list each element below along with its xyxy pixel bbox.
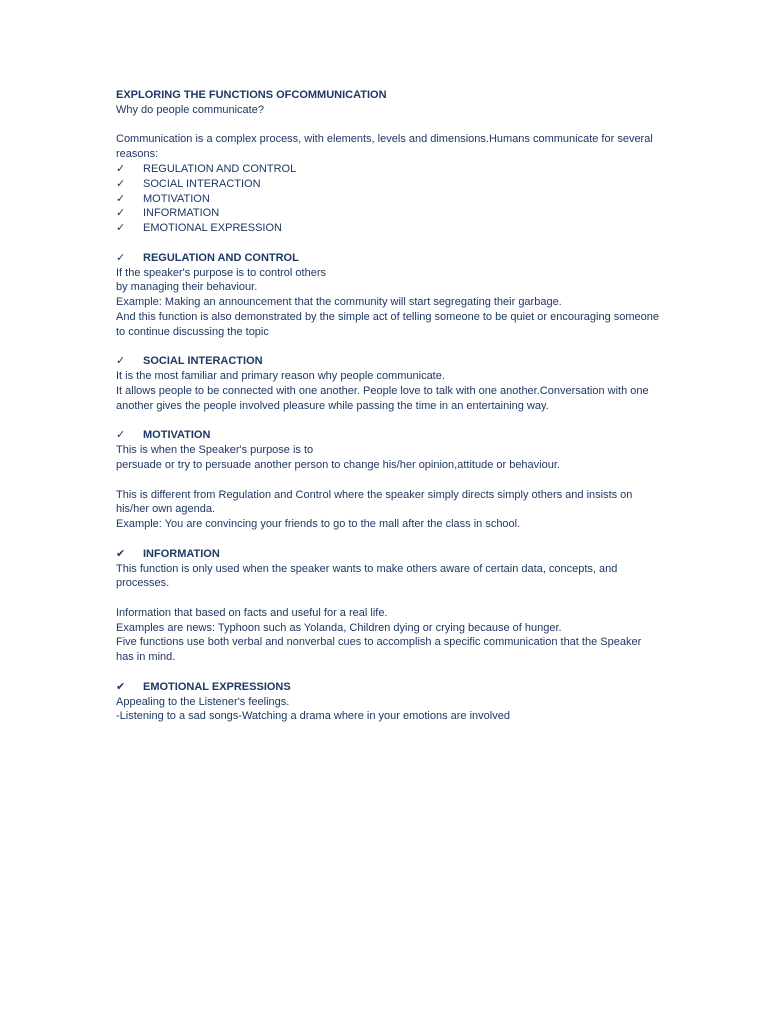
section-heading-motivation xyxy=(116,428,661,443)
list-item xyxy=(116,206,661,221)
list-item-label: SOCIAL INTERACTION xyxy=(143,177,261,190)
checkmark-icon: ✔ xyxy=(116,546,126,560)
paragraph-line: Information that based on facts and useful for a real life. xyxy=(116,606,388,619)
spacer xyxy=(116,236,661,251)
list-item xyxy=(116,221,661,236)
paragraph-line: And this function is also demonstrated by the simple act of telling someone to be quiet or encouraging someone to continue discussing the topic xyxy=(116,310,659,338)
section-heading-label: INFORMATION xyxy=(143,547,220,560)
section-heading-emotional xyxy=(116,680,661,695)
section-heading-social xyxy=(116,354,661,369)
paragraph-line: Example: You are convincing your friends to go to the mall after the class in school. xyxy=(116,518,521,531)
function-list xyxy=(116,162,661,236)
checkmark-icon: ✓ xyxy=(116,206,126,220)
section-heading-regulation xyxy=(116,251,661,266)
paragraph-line: by managing their behaviour. xyxy=(116,281,258,294)
paragraph-line: This is when the Speaker's purpose is to xyxy=(116,444,314,457)
list-item xyxy=(116,177,661,192)
question-text: Why do people communicate? xyxy=(116,103,264,116)
paragraph-line: This function is only used when the speaker wants to make others aware of certain data, concepts, and processes. xyxy=(116,562,618,590)
list-item-label: MOTIVATION xyxy=(143,192,210,205)
checkmark-icon: ✓ xyxy=(116,161,126,175)
paragraph-line: -Listening to a sad songs-Watching a drama where in your emotions are involved xyxy=(116,710,510,723)
spacer xyxy=(116,473,661,488)
list-item-label: INFORMATION xyxy=(143,207,220,220)
spacer xyxy=(116,118,661,133)
document-page xyxy=(116,88,661,724)
checkmark-icon: ✓ xyxy=(116,250,126,264)
paragraph-line: Appealing to the Listener's feelings. xyxy=(116,695,290,708)
spacer xyxy=(116,665,661,680)
list-item-label: EMOTIONAL EXPRESSION xyxy=(143,222,282,235)
intro-paragraph: Communication is a complex process, with elements, levels and dimensions.Humans communicate for several reasons: xyxy=(116,133,653,161)
paragraph-line: Examples are news: Typhoon such as Yolanda, Children dying or crying because of hunger. xyxy=(116,621,562,634)
paragraph-line: persuade or try to persuade another person to change his/her opinion,attitude or behaviour. xyxy=(116,458,560,471)
section-heading-label: MOTIVATION xyxy=(143,429,211,442)
checkmark-icon: ✓ xyxy=(116,191,126,205)
section-heading-label: SOCIAL INTERACTION xyxy=(143,355,263,368)
paragraph-line: This is different from Regulation and Control where the speaker simply directs simply others and insists on his/her own agenda. xyxy=(116,488,633,516)
section-heading-information xyxy=(116,547,661,562)
checkmark-icon: ✔ xyxy=(116,679,126,693)
document-title: EXPLORING THE FUNCTIONS OFCOMMUNICATION xyxy=(116,89,387,101)
section-heading-label: REGULATION AND CONTROL xyxy=(143,251,299,264)
list-item-label: REGULATION AND CONTROL xyxy=(143,162,297,175)
list-item xyxy=(116,162,661,177)
list-item xyxy=(116,192,661,207)
section-heading-label: EMOTIONAL EXPRESSIONS xyxy=(143,680,291,693)
spacer xyxy=(116,532,661,547)
spacer xyxy=(116,591,661,606)
spacer xyxy=(116,340,661,355)
paragraph-line: If the speaker's purpose is to control others xyxy=(116,266,326,279)
checkmark-icon: ✓ xyxy=(116,221,126,235)
spacer xyxy=(116,414,661,429)
paragraph-line: Five functions use both verbal and nonverbal cues to accomplish a specific communication that the Speaker has in mind. xyxy=(116,636,642,664)
checkmark-icon: ✓ xyxy=(116,354,126,368)
paragraph-line: It is the most familiar and primary reason why people communicate. xyxy=(116,370,445,383)
checkmark-icon: ✓ xyxy=(116,428,126,442)
checkmark-icon: ✓ xyxy=(116,176,126,190)
paragraph-line: Example: Making an announcement that the community will start segregating their garbage. xyxy=(116,296,562,309)
paragraph-line: It allows people to be connected with one another. People love to talk with one another.Conversation with one another gives the people involved pleasure while passing the time in an entertaining way. xyxy=(116,384,649,412)
